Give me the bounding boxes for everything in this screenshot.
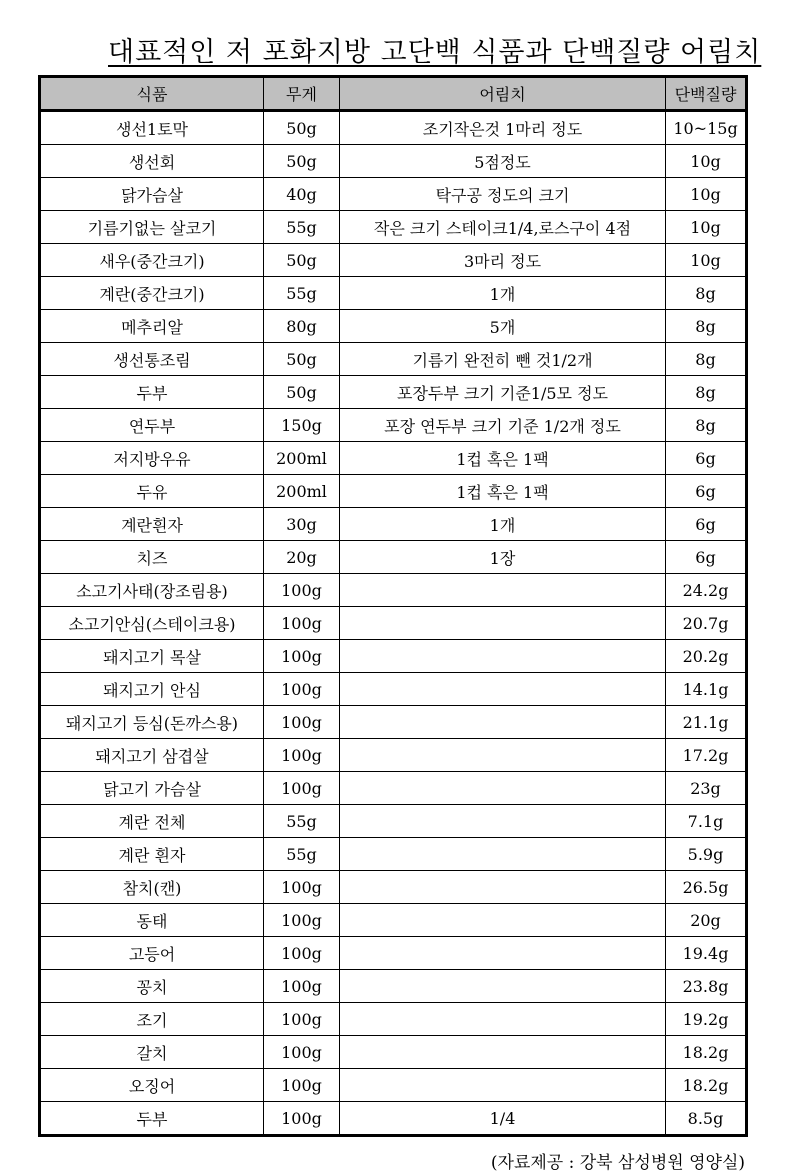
cell-estimate [340,574,666,607]
table-row [40,1036,747,1069]
cell-estimate: 포장 연두부 크기 기준 1/2개 정도 [340,409,666,442]
cell-estimate: 1컵 혹은 1팩 [340,442,666,475]
table-row [40,739,747,772]
cell-estimate [340,739,666,772]
cell-protein: 8g [666,310,747,343]
cell-protein: 6g [666,475,747,508]
cell-food: 닭고기 가슴살 [40,772,264,805]
table-row [40,111,747,145]
cell-food: 생선1토막 [40,111,264,145]
table-row [40,706,747,739]
table-row [40,310,747,343]
cell-estimate [340,1003,666,1036]
cell-estimate [340,1069,666,1102]
cell-food: 새우(중간크기) [40,244,264,277]
cell-estimate: 조기작은것 1마리 정도 [340,111,666,145]
cell-food: 두부 [40,376,264,409]
cell-food: 닭가슴살 [40,178,264,211]
cell-protein: 8.5g [666,1102,747,1136]
table-row [40,970,747,1003]
cell-protein: 10~15g [666,111,747,145]
table-row [40,838,747,871]
cell-food: 참치(캔) [40,871,264,904]
cell-estimate [340,1036,666,1069]
cell-estimate [340,937,666,970]
cell-weight: 100g [264,706,340,739]
cell-food: 돼지고기 안심 [40,673,264,706]
cell-food: 고등어 [40,937,264,970]
cell-weight: 20g [264,541,340,574]
cell-estimate [340,640,666,673]
cell-protein: 17.2g [666,739,747,772]
cell-weight: 100g [264,739,340,772]
cell-weight: 30g [264,508,340,541]
header-weight: 무게 [264,77,340,111]
cell-weight: 55g [264,838,340,871]
cell-estimate: 1/4 [340,1102,666,1136]
cell-protein: 23g [666,772,747,805]
cell-protein: 6g [666,541,747,574]
cell-weight: 50g [264,343,340,376]
cell-weight: 100g [264,871,340,904]
table-row [40,607,747,640]
table-row [40,805,747,838]
cell-food: 갈치 [40,1036,264,1069]
cell-estimate [340,706,666,739]
cell-estimate: 3마리 정도 [340,244,666,277]
cell-weight: 80g [264,310,340,343]
cell-protein: 23.8g [666,970,747,1003]
cell-estimate [340,673,666,706]
table-row [40,475,747,508]
cell-estimate [340,871,666,904]
table-row [40,574,747,607]
cell-protein: 10g [666,211,747,244]
cell-estimate [340,772,666,805]
cell-food: 치즈 [40,541,264,574]
cell-food: 두부 [40,1102,264,1136]
table-row [40,640,747,673]
protein-table [38,75,748,1137]
cell-estimate: 5점정도 [340,145,666,178]
cell-estimate [340,970,666,1003]
cell-food: 생선회 [40,145,264,178]
table-row [40,772,747,805]
cell-protein: 19.2g [666,1003,747,1036]
cell-weight: 200ml [264,442,340,475]
table-row [40,145,747,178]
cell-weight: 40g [264,178,340,211]
cell-food: 기름기없는 살코기 [40,211,264,244]
cell-weight: 100g [264,640,340,673]
table-row [40,277,747,310]
cell-food: 생선통조림 [40,343,264,376]
cell-food: 꽁치 [40,970,264,1003]
cell-food: 저지방우유 [40,442,264,475]
table-row [40,442,747,475]
cell-food: 계란 흰자 [40,838,264,871]
cell-food: 오징어 [40,1069,264,1102]
cell-weight: 50g [264,145,340,178]
cell-food: 돼지고기 목살 [40,640,264,673]
cell-estimate: 5개 [340,310,666,343]
cell-food: 연두부 [40,409,264,442]
cell-protein: 8g [666,409,747,442]
cell-food: 동태 [40,904,264,937]
cell-food: 소고기사태(장조림용) [40,574,264,607]
cell-weight: 100g [264,1102,340,1136]
cell-weight: 100g [264,1036,340,1069]
cell-protein: 20.2g [666,640,747,673]
document-title: 대표적인 저 포화지방 고단백 식품과 단백질량 어림치 [108,37,762,68]
table-row [40,178,747,211]
table-row [40,541,747,574]
table-row [40,1069,747,1102]
cell-protein: 18.2g [666,1036,747,1069]
cell-weight: 55g [264,211,340,244]
cell-weight: 100g [264,1069,340,1102]
cell-weight: 150g [264,409,340,442]
cell-estimate: 1개 [340,508,666,541]
cell-weight: 100g [264,1003,340,1036]
cell-weight: 100g [264,607,340,640]
header-estimate: 어림치 [340,77,666,111]
cell-food: 계란흰자 [40,508,264,541]
cell-protein: 20g [666,904,747,937]
cell-estimate: 1개 [340,277,666,310]
cell-protein: 8g [666,343,747,376]
cell-food: 소고기안심(스테이크용) [40,607,264,640]
cell-estimate: 탁구공 정도의 크기 [340,178,666,211]
cell-food: 조기 [40,1003,264,1036]
cell-weight: 100g [264,673,340,706]
cell-estimate [340,838,666,871]
cell-food: 메추리알 [40,310,264,343]
cell-protein: 8g [666,376,747,409]
cell-estimate: 기름기 완전히 뺀 것1/2개 [340,343,666,376]
cell-food: 돼지고기 등심(돈까스용) [40,706,264,739]
table-row [40,343,747,376]
cell-protein: 19.4g [666,937,747,970]
table-row [40,1102,747,1136]
table-row [40,871,747,904]
cell-food: 계란 전체 [40,805,264,838]
cell-protein: 24.2g [666,574,747,607]
cell-protein: 5.9g [666,838,747,871]
table-row [40,211,747,244]
header-protein: 단백질량 [666,77,747,111]
cell-estimate [340,904,666,937]
cell-weight: 100g [264,772,340,805]
cell-weight: 100g [264,970,340,1003]
table-row [40,1003,747,1036]
table-row [40,376,747,409]
cell-food: 돼지고기 삼겹살 [40,739,264,772]
cell-estimate: 1장 [340,541,666,574]
cell-weight: 55g [264,805,340,838]
table-row [40,673,747,706]
cell-protein: 10g [666,178,747,211]
table-row [40,904,747,937]
cell-estimate [340,607,666,640]
cell-protein: 14.1g [666,673,747,706]
cell-weight: 50g [264,111,340,145]
table-body [40,111,747,1136]
table-header-row [40,77,747,111]
cell-protein: 26.5g [666,871,747,904]
cell-protein: 10g [666,145,747,178]
cell-protein: 21.1g [666,706,747,739]
cell-protein: 18.2g [666,1069,747,1102]
table-row [40,244,747,277]
cell-weight: 50g [264,244,340,277]
cell-weight: 100g [264,904,340,937]
table-row [40,409,747,442]
source-note: (자료제공 : 강북 삼성병원 영양실) [490,1153,745,1173]
cell-food: 계란(중간크기) [40,277,264,310]
cell-protein: 6g [666,442,747,475]
cell-estimate [340,805,666,838]
cell-food: 두유 [40,475,264,508]
cell-protein: 6g [666,508,747,541]
cell-estimate: 포장두부 크기 기준1/5모 정도 [340,376,666,409]
table-row [40,937,747,970]
cell-weight: 100g [264,937,340,970]
table-row [40,508,747,541]
cell-estimate: 작은 크기 스테이크1/4,로스구이 4점 [340,211,666,244]
header-food: 식품 [40,77,264,111]
cell-weight: 100g [264,574,340,607]
cell-estimate: 1컵 혹은 1팩 [340,475,666,508]
cell-weight: 200ml [264,475,340,508]
cell-weight: 55g [264,277,340,310]
cell-protein: 8g [666,277,747,310]
cell-protein: 20.7g [666,607,747,640]
cell-weight: 50g [264,376,340,409]
cell-protein: 7.1g [666,805,747,838]
cell-protein: 10g [666,244,747,277]
